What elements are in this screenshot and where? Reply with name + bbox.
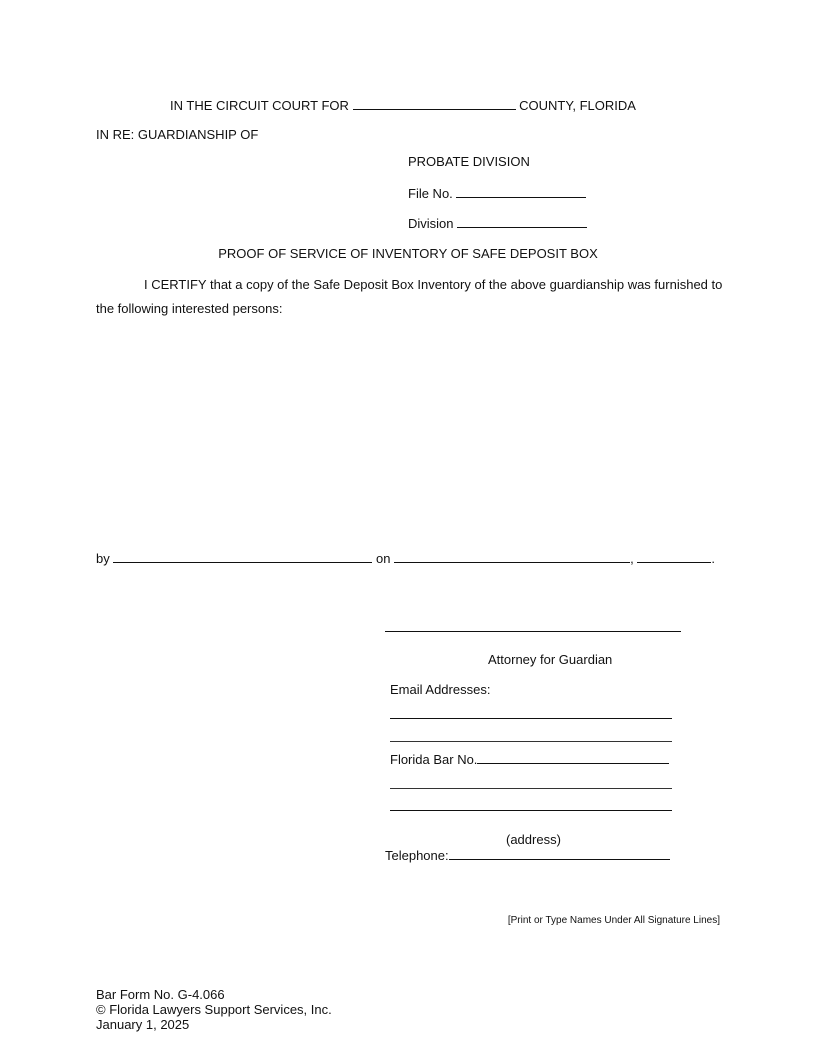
by-label: by xyxy=(96,551,110,566)
email-line-1 xyxy=(390,718,672,719)
email-addresses-label: Email Addresses: xyxy=(390,682,491,697)
signature-line xyxy=(385,631,681,632)
telephone-line xyxy=(385,847,670,864)
telephone-label: Telephone: xyxy=(385,848,449,863)
copyright-notice: © Florida Lawyers Support Services, Inc. xyxy=(96,1002,332,1017)
email-line-2 xyxy=(390,741,672,742)
file-no-blank xyxy=(456,185,586,198)
address-line-2 xyxy=(390,810,672,811)
bar-no-line xyxy=(390,751,669,768)
served-by-blank xyxy=(113,550,372,563)
on-label: on xyxy=(375,551,391,566)
service-line xyxy=(96,550,715,567)
florida-bar-no-blank xyxy=(477,751,669,764)
attorney-for-guardian-label: Attorney for Guardian xyxy=(488,652,613,667)
county-blank xyxy=(353,97,516,110)
telephone-blank xyxy=(449,847,670,860)
address-label: (address) xyxy=(506,832,561,847)
file-no-line xyxy=(408,185,586,202)
division-line xyxy=(408,215,587,232)
probate-division-label: PROBATE DIVISION xyxy=(408,154,530,169)
division-label: Division xyxy=(408,216,454,231)
certify-paragraph-line1: I CERTIFY that a copy of the Safe Deposit Box Inventory of the above guardianship was furnished to xyxy=(144,277,723,292)
certify-paragraph-line2: the following interested persons: xyxy=(96,301,283,316)
form-date: January 1, 2025 xyxy=(96,1017,190,1032)
service-date-blank xyxy=(394,550,630,563)
service-year-blank xyxy=(637,550,711,563)
document-title: PROOF OF SERVICE OF INVENTORY OF SAFE DEPOSIT BOX xyxy=(218,246,598,261)
address-line-1 xyxy=(390,788,672,789)
period-text: . xyxy=(711,551,715,566)
florida-bar-no-label: Florida Bar No. xyxy=(390,752,478,767)
file-no-label: File No. xyxy=(408,186,453,201)
county-suffix: COUNTY, FLORIDA xyxy=(519,98,636,113)
court-heading-line xyxy=(170,97,636,114)
bar-form-number: Bar Form No. G-4.066 xyxy=(96,987,225,1002)
comma-text: , xyxy=(630,551,634,566)
in-re-label: IN RE: GUARDIANSHIP OF xyxy=(96,127,259,142)
signature-instruction-note: [Print or Type Names Under All Signature Lines] xyxy=(507,915,720,926)
division-blank xyxy=(457,215,587,228)
court-prefix: IN THE CIRCUIT COURT FOR xyxy=(170,98,349,113)
